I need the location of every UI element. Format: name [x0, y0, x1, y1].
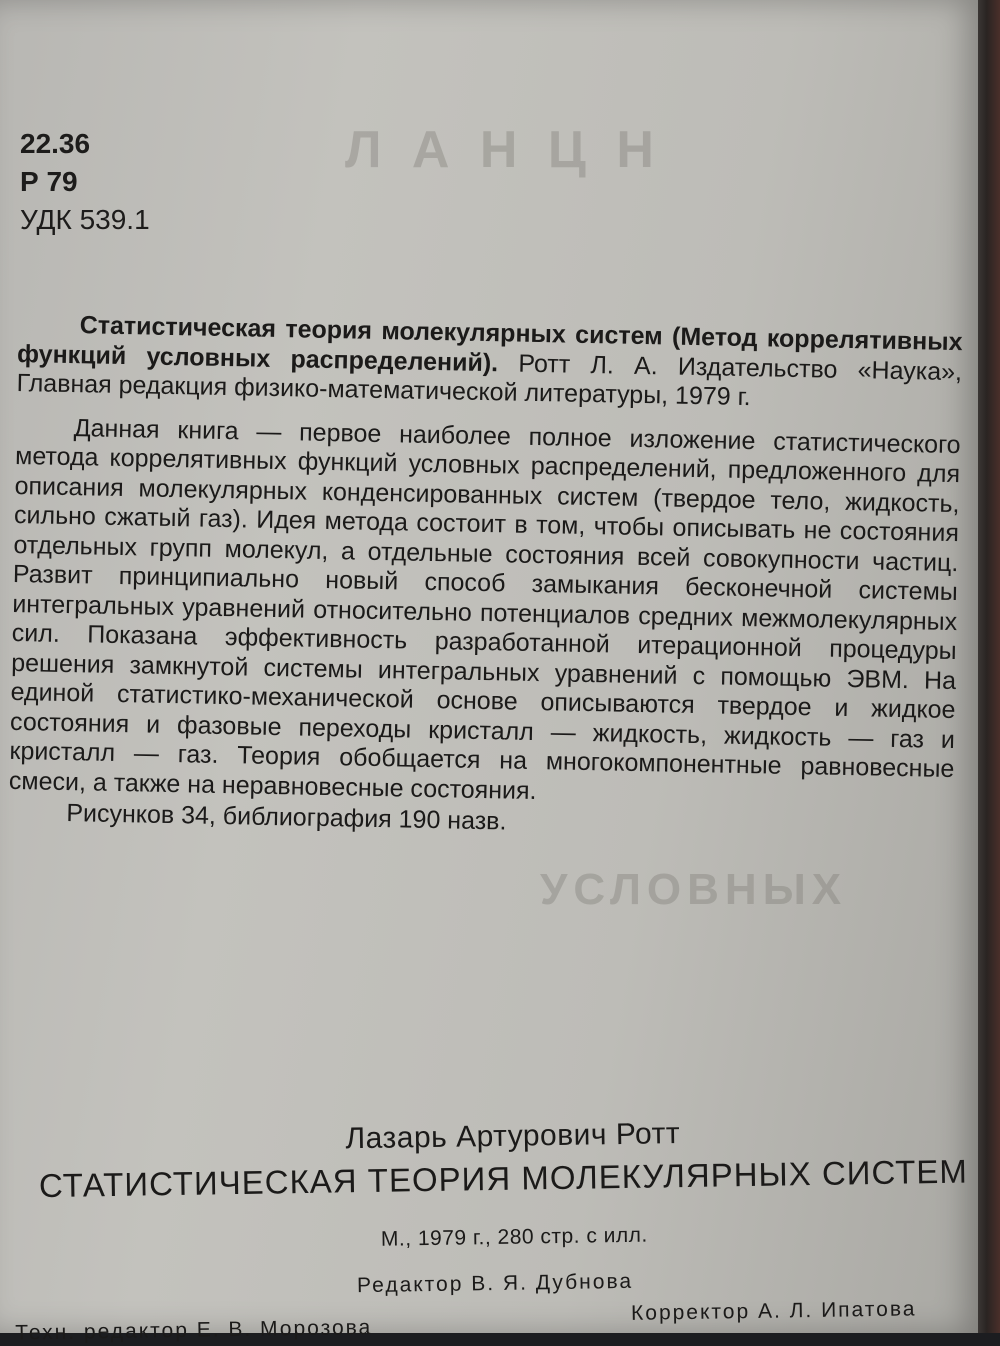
classification-codes	[20, 125, 150, 239]
annotation	[8, 310, 963, 846]
bbk-code: 22.36	[20, 128, 91, 159]
imprint-tech-editor: Техн. редактор Е. В. Морозова	[15, 1315, 373, 1345]
imprint-credits	[3, 1296, 988, 1345]
figures-count: Рисунков 34, библиография 190 назв.	[66, 799, 507, 836]
book-title-bold: Статистическая теория молекулярных систем (Метод коррелятивных функций условных распределений).	[16, 311, 963, 377]
citation-rest: Ротт Л. А. Издательство «Наука», Главная редакция физико-математической литературы, 1979 г.	[16, 348, 963, 412]
imprint-title: СТАТИСТИЧЕСКАЯ ТЕОРИЯ МОЛЕКУЛЯРНЫХ СИСТЕМ	[38, 1152, 969, 1205]
imprint-block	[0, 1112, 988, 1345]
udk-code: УДК 539.1	[20, 204, 150, 235]
imprint-editor: Редактор В. Я. Дубнова	[356, 1269, 634, 1298]
book-cover-edge	[978, 0, 1000, 1333]
bleed-through-text: Л А Н Ц Н	[345, 121, 662, 179]
bleed-through-text: УСЛОВНЫХ	[540, 865, 848, 914]
imprint-publication: М., 1979 г., 280 стр. с илл.	[380, 1223, 648, 1251]
author-mark: Р 79	[20, 166, 78, 197]
imprint-proofreader: Корректор А. Л. Ипатова	[630, 1297, 917, 1325]
bibliographic-citation	[16, 310, 963, 417]
annotation-body: Данная книга — первое наиболее полное изложение статистического метода коррелятивных функций условных распределений, предложенного для описания молекулярных конденсированных систем (твердое тело, жидкость, сильно сжатый газ). Идея метода состоит в том, чтобы описывать не состояния отдельных групп молекул, а отдельные состояния всей совокупности частиц. Развит принципиально новый способ замыкания бесконечной системы интегральных уравнений относительно потенциалов средних межмолекулярных сил. Показана эффективность разработанной итерационной процедуры решения замкнутой системы интегральных уравнений с помощью ЭВМ. На единой статистико-механической основе описываются твердое и жидкое состояния и фазовые переходы кристалл — жидкость, жидкость — газ и кристалл — газ. Теория обобщается на многокомпонентные равновесные смеси, а также на неравновесные состояния.	[8, 413, 961, 805]
imprint-author: Лазарь Артурович Ротт	[345, 1117, 681, 1156]
